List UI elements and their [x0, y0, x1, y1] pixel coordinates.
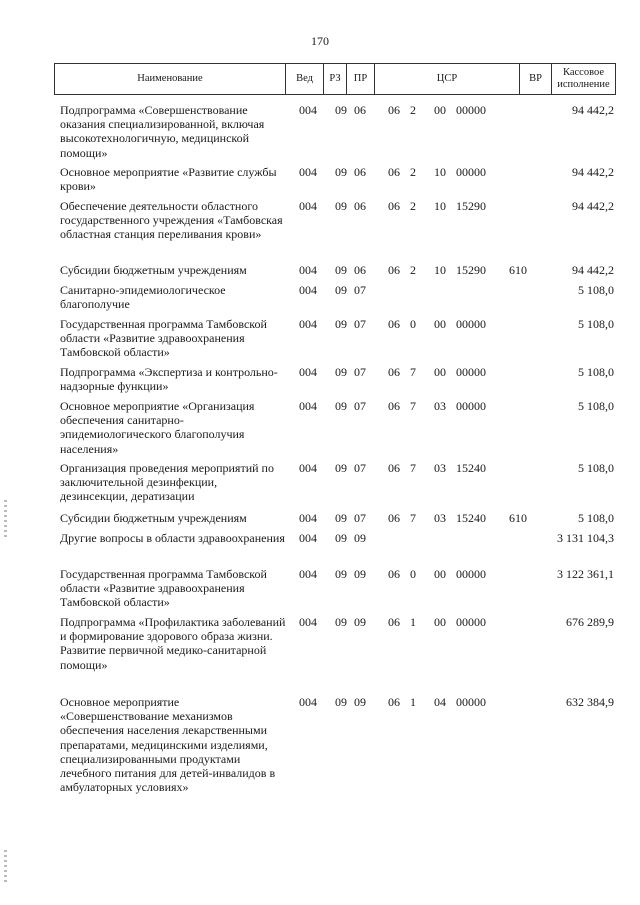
- table-row: [54, 199, 616, 263]
- row-rz: 09: [335, 695, 347, 709]
- row-pr: 07: [354, 511, 366, 525]
- row-csr-measure: 00: [434, 615, 446, 629]
- row-pr: 09: [354, 567, 366, 581]
- row-name: Субсидии бюджетным учреждениям: [60, 511, 247, 525]
- row-name: Санитарно-эпидемиологическое благополучие: [60, 283, 226, 312]
- row-csr-subprogram: 0: [410, 317, 416, 331]
- row-name: Государственная программа Тамбовской области «Развитие здравоохранения Тамбовской области»: [60, 317, 267, 360]
- row-pr: 06: [354, 165, 366, 179]
- row-rz: 09: [335, 199, 347, 213]
- row-csr-program: 06: [388, 365, 400, 379]
- row-ved: 004: [299, 365, 317, 379]
- row-rz: 09: [335, 365, 347, 379]
- table-row: [54, 695, 616, 815]
- row-pr: 06: [354, 199, 366, 213]
- table-row: [54, 511, 616, 531]
- header-rz: РЗ: [324, 64, 347, 94]
- row-vr: 610: [509, 511, 527, 525]
- table-body: [54, 103, 616, 815]
- row-csr-direction: 00000: [456, 399, 486, 413]
- row-csr-program: 06: [388, 199, 400, 213]
- margin-mark: [4, 850, 7, 885]
- row-csr-direction: 15240: [456, 461, 486, 475]
- row-ved: 004: [299, 567, 317, 581]
- row-rz: 09: [335, 531, 347, 545]
- row-name: Подпрограмма «Профилактика заболеваний и формирование здорового образа жизни. Развитие первичной медико-санитарной помощи»: [60, 615, 286, 672]
- row-csr-subprogram: 7: [410, 461, 416, 475]
- row-csr-program: 06: [388, 263, 400, 277]
- row-ved: 004: [299, 399, 317, 413]
- row-pr: 07: [354, 399, 366, 413]
- row-csr-direction: 00000: [456, 165, 486, 179]
- table-row: [54, 567, 616, 615]
- row-sum: 94 442,2: [572, 165, 614, 179]
- table-header: [54, 63, 616, 95]
- row-ved: 004: [299, 615, 317, 629]
- row-csr-measure: 03: [434, 399, 446, 413]
- margin-mark: [4, 500, 7, 540]
- row-sum: 632 384,9: [566, 695, 614, 709]
- row-pr: 09: [354, 531, 366, 545]
- row-ved: 004: [299, 511, 317, 525]
- row-csr-program: 06: [388, 103, 400, 117]
- row-csr-subprogram: 2: [410, 263, 416, 277]
- row-ved: 004: [299, 103, 317, 117]
- row-csr-subprogram: 1: [410, 695, 416, 709]
- row-csr-program: 06: [388, 399, 400, 413]
- row-sum: 94 442,2: [572, 199, 614, 213]
- header-vr: ВР: [520, 64, 552, 94]
- row-sum: 5 108,0: [578, 317, 614, 331]
- row-pr: 06: [354, 103, 366, 117]
- row-name: Основное мероприятие «Организация обеспечения санитарно-эпидемиологического благополучия населения»: [60, 399, 255, 456]
- row-ved: 004: [299, 165, 317, 179]
- row-csr-direction: 15290: [456, 263, 486, 277]
- row-csr-program: 06: [388, 511, 400, 525]
- row-pr: 07: [354, 283, 366, 297]
- row-sum: 3 122 361,1: [557, 567, 614, 581]
- row-csr-measure: 10: [434, 263, 446, 277]
- row-rz: 09: [335, 103, 347, 117]
- row-csr-direction: 00000: [456, 317, 486, 331]
- row-pr: 07: [354, 365, 366, 379]
- row-csr-measure: 00: [434, 103, 446, 117]
- row-sum: 5 108,0: [578, 461, 614, 475]
- row-sum: 5 108,0: [578, 511, 614, 525]
- table-row: [54, 317, 616, 365]
- row-csr-program: 06: [388, 567, 400, 581]
- row-csr-subprogram: 2: [410, 165, 416, 179]
- row-rz: 09: [335, 263, 347, 277]
- page-number: 170: [311, 34, 329, 48]
- row-csr-subprogram: 7: [410, 511, 416, 525]
- row-rz: 09: [335, 283, 347, 297]
- row-csr-subprogram: 7: [410, 399, 416, 413]
- row-name: Подпрограмма «Совершенствование оказания специализированной, включая высокотехнологичную, медицинской помощи»: [60, 103, 265, 160]
- row-csr-direction: 15240: [456, 511, 486, 525]
- row-ved: 004: [299, 317, 317, 331]
- row-csr-program: 06: [388, 317, 400, 331]
- row-vr: 610: [509, 263, 527, 277]
- row-csr-measure: 10: [434, 199, 446, 213]
- row-csr-program: 06: [388, 461, 400, 475]
- row-ved: 004: [299, 263, 317, 277]
- row-name: Основное мероприятие «Развитие службы крови»: [60, 165, 277, 194]
- row-csr-measure: 00: [434, 365, 446, 379]
- row-csr-subprogram: 1: [410, 615, 416, 629]
- row-name: Обеспечение деятельности областного государственного учреждения «Тамбовская областная станция переливания крови»: [60, 199, 283, 242]
- row-csr-measure: 04: [434, 695, 446, 709]
- row-sum: 94 442,2: [572, 263, 614, 277]
- row-name: Другие вопросы в области здравоохранения: [60, 531, 285, 545]
- row-rz: 09: [335, 461, 347, 475]
- row-sum: 94 442,2: [572, 103, 614, 117]
- row-ved: 004: [299, 283, 317, 297]
- row-csr-program: 06: [388, 615, 400, 629]
- row-rz: 09: [335, 317, 347, 331]
- row-name: Подпрограмма «Экспертиза и контрольно-надзорные функции»: [60, 365, 278, 394]
- header-sum: Кассовое исполнение: [557, 67, 610, 90]
- table-row: [54, 103, 616, 165]
- row-sum: 3 131 104,3: [557, 531, 614, 545]
- row-csr-direction: 00000: [456, 103, 486, 117]
- row-csr-direction: 00000: [456, 567, 486, 581]
- table-row: [54, 531, 616, 567]
- row-csr-subprogram: 2: [410, 103, 416, 117]
- row-rz: 09: [335, 615, 347, 629]
- row-rz: 09: [335, 399, 347, 413]
- header-pr: ПР: [347, 64, 375, 94]
- row-sum: 676 289,9: [566, 615, 614, 629]
- row-rz: 09: [335, 165, 347, 179]
- row-ved: 004: [299, 461, 317, 475]
- row-name: Основное мероприятие «Совершенствование механизмов обеспечения населения лекарственными препаратами, медицинскими изделиями, специализированными продуктами лечебного питания для детей-инвалидов в амбулаторных условиях»: [60, 695, 276, 795]
- row-ved: 004: [299, 199, 317, 213]
- table-row: [54, 365, 616, 399]
- header-name: Наименование: [55, 64, 286, 94]
- row-sum: 5 108,0: [578, 365, 614, 379]
- row-csr-subprogram: 0: [410, 567, 416, 581]
- row-rz: 09: [335, 567, 347, 581]
- row-rz: 09: [335, 511, 347, 525]
- row-csr-program: 06: [388, 695, 400, 709]
- table-row: [54, 263, 616, 283]
- row-name: Субсидии бюджетным учреждениям: [60, 263, 247, 277]
- table-row: [54, 165, 616, 199]
- table-row: [54, 461, 616, 511]
- row-pr: 06: [354, 263, 366, 277]
- row-ved: 004: [299, 531, 317, 545]
- row-ved: 004: [299, 695, 317, 709]
- row-pr: 07: [354, 317, 366, 331]
- row-pr: 07: [354, 461, 366, 475]
- header-csr: ЦСР: [375, 64, 520, 94]
- header-ved: Вед: [286, 64, 324, 94]
- row-pr: 09: [354, 615, 366, 629]
- row-csr-program: 06: [388, 165, 400, 179]
- row-csr-subprogram: 2: [410, 199, 416, 213]
- row-csr-measure: 03: [434, 511, 446, 525]
- row-name: Организация проведения мероприятий по заключительной дезинфекции, дезинсекции, дератизации: [60, 461, 274, 504]
- row-csr-measure: 10: [434, 165, 446, 179]
- table-row: [54, 399, 616, 461]
- row-sum: 5 108,0: [578, 399, 614, 413]
- row-csr-direction: 00000: [456, 365, 486, 379]
- row-csr-subprogram: 7: [410, 365, 416, 379]
- row-csr-measure: 03: [434, 461, 446, 475]
- row-csr-direction: 00000: [456, 615, 486, 629]
- row-name: Государственная программа Тамбовской области «Развитие здравоохранения Тамбовской области»: [60, 567, 267, 610]
- table-row: [54, 283, 616, 317]
- table-row: [54, 615, 616, 695]
- row-csr-measure: 00: [434, 567, 446, 581]
- row-csr-direction: 15290: [456, 199, 486, 213]
- row-csr-direction: 00000: [456, 695, 486, 709]
- row-sum: 5 108,0: [578, 283, 614, 297]
- row-pr: 09: [354, 695, 366, 709]
- row-csr-measure: 00: [434, 317, 446, 331]
